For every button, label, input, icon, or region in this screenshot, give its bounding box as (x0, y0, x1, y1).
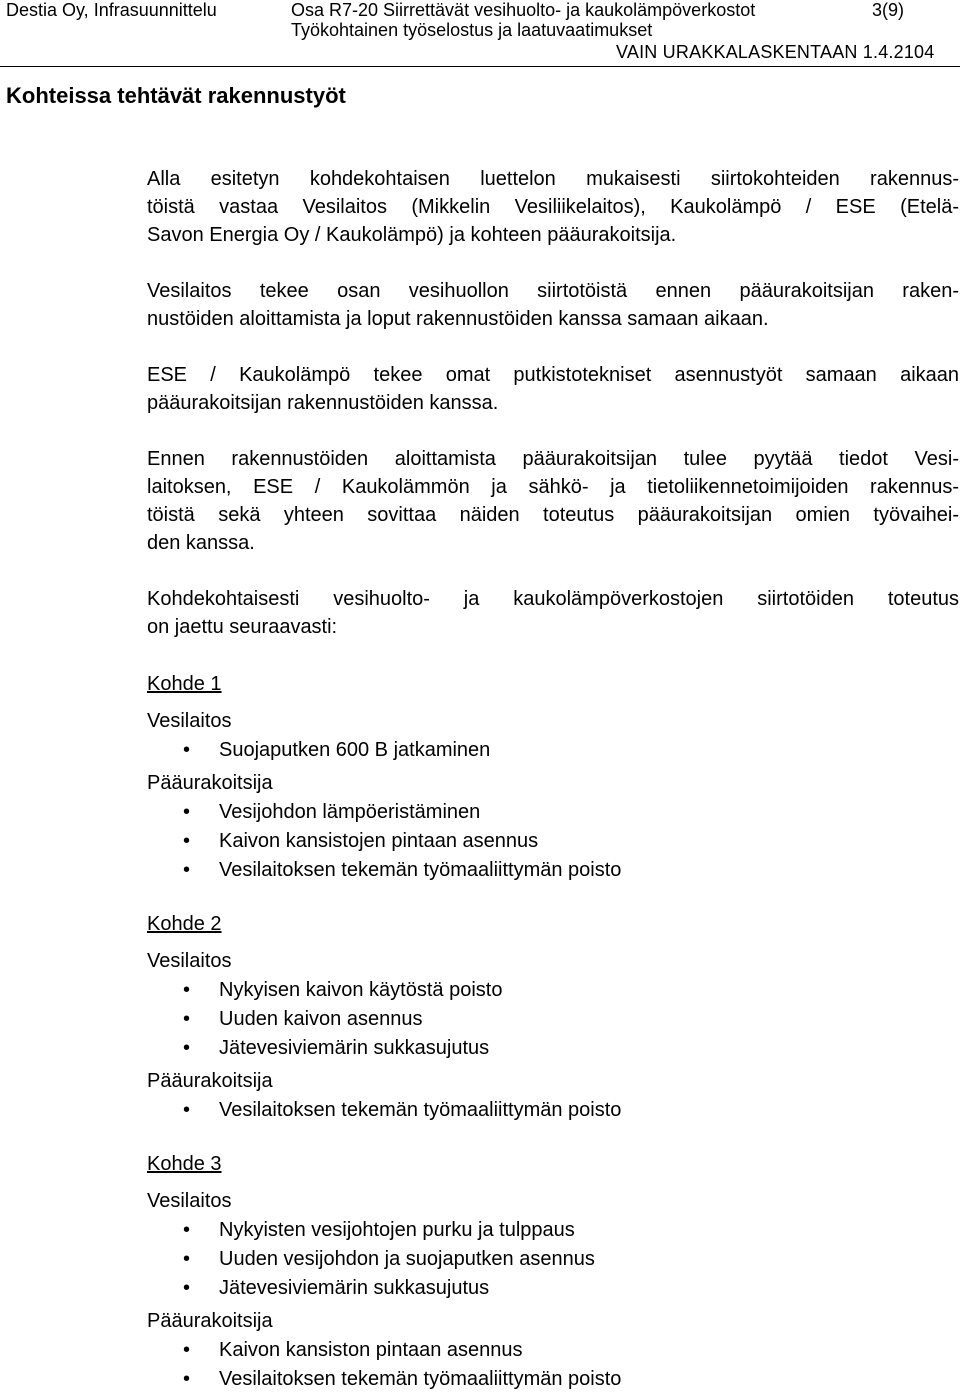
task-text: Kaivon kansistojen pintaan asennus (219, 830, 539, 852)
paragraph-line: pääurakoitsijan rakennustöiden kanssa. (147, 392, 499, 414)
bullet-icon: • (183, 1008, 191, 1030)
task-text: Vesilaitoksen tekemän työmaaliittymän poisto (219, 1099, 622, 1121)
paragraph-line: töistä vastaa Vesilaitos (Mikkelin Vesiliikelaitos), Kaukolämpö / ESE (Etelä- (147, 196, 959, 218)
task-item (147, 1365, 959, 1394)
task-text: Kaivon kansiston pintaan asennus (219, 1339, 523, 1361)
body-paragraph (147, 361, 959, 417)
responsible-party: Vesilaitos (147, 950, 232, 972)
paragraph-line: Vesilaitos tekee osan vesihuollon siirtotöistä ennen pääurakoitsijan raken- (147, 280, 959, 302)
body-paragraph (147, 277, 959, 333)
bullet-icon: • (183, 1277, 191, 1299)
responsible-party: Pääurakoitsija (147, 1070, 273, 1092)
header-organization: Destia Oy, Infrasuunnittelu (6, 0, 217, 20)
task-text: Jätevesiviemärin sukkasujutus (219, 1277, 490, 1299)
intro-paragraphs (147, 165, 959, 641)
task-item (147, 798, 959, 827)
task-list (147, 1216, 959, 1303)
body-paragraph (147, 165, 959, 249)
bullet-icon: • (183, 1339, 191, 1361)
header-divider (0, 66, 960, 67)
task-item (147, 827, 959, 856)
bullet-icon: • (183, 1219, 191, 1241)
task-item (147, 856, 959, 885)
kohde-heading: Kohde 3 (147, 1153, 222, 1175)
bullet-icon: • (183, 739, 191, 761)
task-list (147, 976, 959, 1063)
paragraph-line: laitoksen, ESE / Kaukolämmön ja sähkö- ja tietoliikennetoimijoiden rakennus- (147, 476, 959, 498)
task-text: Uuden vesijohdon ja suojaputken asennus (219, 1248, 595, 1270)
task-text: Vesilaitoksen tekemän työmaaliittymän poisto (219, 1368, 622, 1390)
header-page-number: 3(9) (872, 0, 905, 20)
task-list (147, 1336, 959, 1394)
bullet-icon: • (183, 1099, 191, 1121)
task-list (147, 736, 959, 765)
task-text: Nykyisten vesijohtojen purku ja tulppaus (219, 1219, 575, 1241)
paragraph-line: Savon Energia Oy / Kaukolämpö) ja kohteen pääurakoitsija. (147, 224, 677, 246)
paragraph-line: den kanssa. (147, 532, 255, 554)
task-text: Vesilaitoksen tekemän työmaaliittymän poisto (219, 859, 622, 881)
kohde-list (147, 669, 959, 1394)
task-text: Nykyisen kaivon käytöstä poisto (219, 979, 503, 1001)
task-item (147, 1336, 959, 1365)
page-header (0, 0, 960, 70)
header-context-note: VAIN URAKKALASKENTAAN 1.4.2104 (616, 42, 935, 62)
bullet-icon: • (183, 801, 191, 823)
paragraph-line: nustöiden aloittamista ja loput rakennustöiden kanssa samaan aikaan. (147, 308, 769, 330)
kohde-heading: Kohde 2 (147, 913, 222, 935)
task-text: Vesijohdon lämpöeristäminen (219, 801, 481, 823)
paragraph-line: Alla esitetyn kohdekohtaisen luettelon mukaisesti siirtokohteiden rakennus- (147, 168, 959, 190)
task-text: Suojaputken 600 B jatkaminen (219, 739, 491, 761)
paragraph-line: Ennen rakennustöiden aloittamista pääurakoitsijan tulee pyytää tiedot Vesi- (147, 448, 959, 470)
task-item (147, 1034, 959, 1063)
responsible-party: Vesilaitos (147, 710, 232, 732)
paragraph-line: Kohdekohtaisesti vesihuolto- ja kaukolämpöverkostojen siirtotöiden toteutus (147, 588, 959, 610)
task-item (147, 976, 959, 1005)
task-item (147, 1005, 959, 1034)
bullet-icon: • (183, 830, 191, 852)
responsible-party: Pääurakoitsija (147, 1310, 273, 1332)
task-item (147, 1245, 959, 1274)
bullet-icon: • (183, 1368, 191, 1390)
task-list (147, 1096, 959, 1125)
header-part-title: Osa R7-20 Siirrettävät vesihuolto- ja kaukolämpöverkostot (291, 0, 756, 20)
task-item (147, 1216, 959, 1245)
task-text: Jätevesiviemärin sukkasujutus (219, 1037, 490, 1059)
responsible-party: Vesilaitos (147, 1190, 232, 1212)
kohde-heading: Kohde 1 (147, 673, 222, 695)
body-paragraph (147, 445, 959, 557)
task-text: Uuden kaivon asennus (219, 1008, 423, 1030)
bullet-icon: • (183, 1037, 191, 1059)
paragraph-line: töistä sekä yhteen sovittaa näiden toteutus pääurakoitsijan omien työvaihei- (147, 504, 959, 526)
task-item (147, 1096, 959, 1125)
header-subtitle: Työkohtainen työselostus ja laatuvaatimukset (291, 20, 653, 40)
task-item (147, 1274, 959, 1303)
section-title: Kohteissa tehtävät rakennustyöt (6, 83, 346, 108)
body-paragraph (147, 585, 959, 641)
responsible-party: Pääurakoitsija (147, 772, 273, 794)
bullet-icon: • (183, 1248, 191, 1270)
paragraph-line: ESE / Kaukolämpö tekee omat putkistotekniset asennustyöt samaan aikaan (147, 364, 959, 386)
task-item (147, 736, 959, 765)
document-body (147, 165, 959, 1398)
task-list (147, 798, 959, 885)
bullet-icon: • (183, 979, 191, 1001)
bullet-icon: • (183, 859, 191, 881)
paragraph-line: on jaettu seuraavasti: (147, 616, 338, 638)
